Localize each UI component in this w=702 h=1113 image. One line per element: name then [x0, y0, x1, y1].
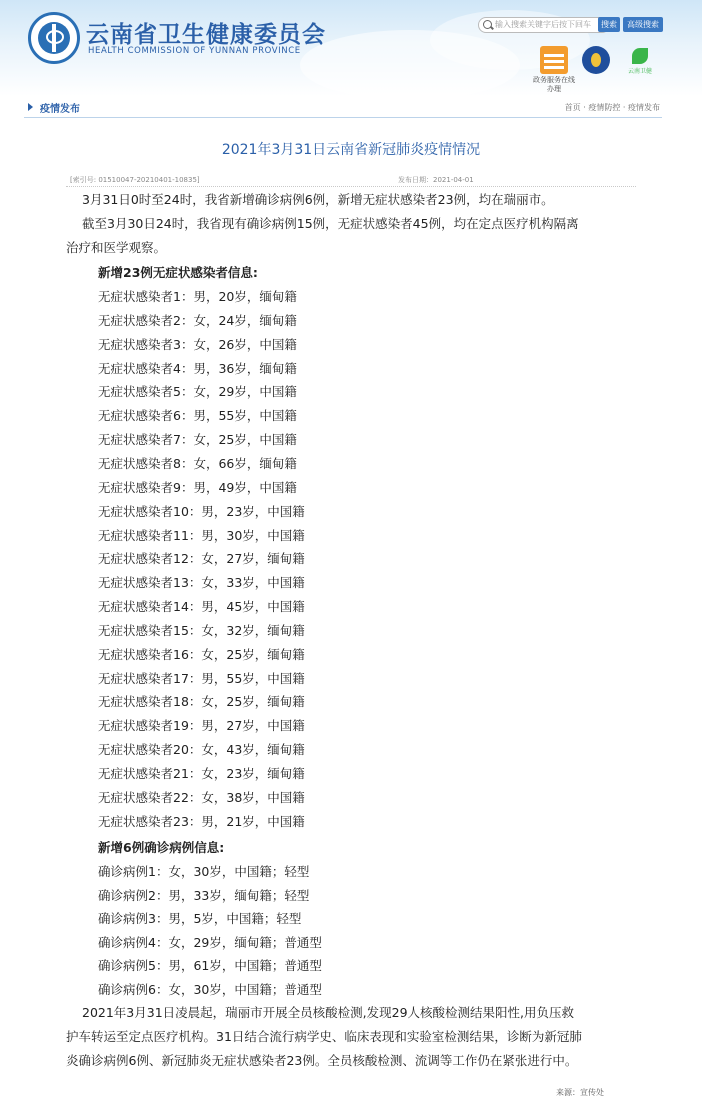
list-item: 无症状感染者16：女，25岁，缅甸籍 [98, 646, 305, 662]
breadcrumb[interactable]: 首页 · 疫情防控 · 疫情发布 [564, 103, 660, 112]
search-icon [483, 20, 492, 29]
list-item: 无症状感染者10：男，23岁，中国籍 [98, 503, 305, 519]
section-nav [24, 99, 662, 118]
list-item: 无症状感染者9：男，49岁，中国籍 [98, 479, 297, 495]
paragraph: 治疗和医学观察。 [66, 240, 167, 255]
health-commission-emblem-icon[interactable] [28, 12, 80, 64]
app-icon-dot [591, 53, 601, 67]
gov-service-app-icon[interactable] [540, 46, 568, 74]
site-subtitle: HEALTH COMMISSION OF YUNNAN PROVINCE [88, 46, 301, 56]
list-item: 无症状感染者22：女，38岁，中国籍 [98, 789, 305, 805]
list-item: 无症状感染者18：女，25岁，缅甸籍 [98, 694, 305, 710]
paragraph: 3月31日0时至24时，我省新增确诊病例6例，新增无症状感染者23例，均在瑞丽市。 [82, 192, 554, 207]
list-item: 确诊病例2：男，33岁，缅甸籍；轻型 [98, 887, 310, 903]
section-title[interactable]: 疫情发布 [40, 104, 80, 115]
list-item: 无症状感染者19：男，27岁，中国籍 [98, 718, 305, 734]
list-item: 无症状感染者23：男，21岁，中国籍 [98, 813, 305, 829]
list-item: 无症状感染者15：女，32岁，缅甸籍 [98, 622, 305, 638]
site-title[interactable]: 云南省卫生健康委员会 [86, 22, 326, 48]
list-item: 无症状感染者20：女，43岁，缅甸籍 [98, 742, 305, 758]
list-item: 无症状感染者5：女，29岁，中国籍 [98, 384, 297, 400]
list-item: 确诊病例3：男，5岁，中国籍；轻型 [98, 911, 302, 927]
index-number: [索引号: 01510047-20210401-10835] [70, 176, 200, 184]
meta-divider [66, 186, 636, 187]
emblem-snake [46, 30, 64, 44]
list-item: 确诊病例1：女，30岁，中国籍；轻型 [98, 864, 310, 879]
paragraph: 炎确诊病例6例、新冠肺炎无症状感染者23例。全员核酸检测、流调等工作仍在紧张进行中。 [66, 1053, 578, 1068]
app3-label: 云南卫健 [627, 68, 652, 75]
list-item: 无症状感染者1：男，20岁，缅甸籍 [98, 289, 297, 304]
paragraph: 截至3月30日24时，我省现有确诊病例15例，无症状感染者45例，均在定点医疗机构隔离 [82, 216, 579, 231]
gov-service-label[interactable]: 政务服务在线办理 [533, 76, 575, 93]
list-item: 无症状感染者3：女，26岁，中国籍 [98, 336, 297, 352]
list-item: 无症状感染者4：男，36岁，缅甸籍 [98, 360, 297, 376]
list-item: 无症状感染者17：男，55岁，中国籍 [98, 670, 305, 686]
paragraph: 2021年3月31日凌晨起，瑞丽市开展全员核酸检测,发现29人核酸检测结果阳性,用负压救 [82, 1005, 575, 1020]
list-item: 确诊病例6：女，30岁，中国籍；普通型 [98, 982, 322, 997]
leaf-icon [632, 48, 648, 64]
list-item: 无症状感染者21：女，23岁，缅甸籍 [98, 766, 305, 781]
section-heading: 新增6例确诊病例信息: [98, 840, 225, 855]
article-source: 来源：宣传处 [556, 1088, 604, 1097]
section-heading: 新增23例无症状感染者信息: [98, 265, 258, 280]
list-item: 无症状感染者2：女，24岁，缅甸籍 [98, 312, 297, 328]
app-icon-stripe [544, 66, 564, 69]
advanced-search-button[interactable]: 高级搜索 [623, 17, 663, 32]
list-item: 无症状感染者7：女，25岁，中国籍 [98, 432, 297, 448]
list-item: 无症状感染者8：女，66岁，缅甸籍 [98, 455, 297, 471]
article-title: 2021年3月31日云南省新冠肺炎疫情情况 [221, 142, 481, 158]
list-item: 确诊病例4：女，29岁，缅甸籍；普通型 [98, 934, 322, 950]
search-button[interactable]: 搜索 [598, 17, 620, 32]
publish-date: 发布日期：2021-04-01 [398, 176, 474, 184]
list-item: 无症状感染者14：男，45岁，中国籍 [98, 599, 305, 615]
arrow-right-icon [28, 103, 33, 111]
list-item: 无症状感染者11：男，30岁，中国籍 [98, 527, 305, 543]
paragraph: 护车转运至定点医疗机构。31日结合流行病学史、临床表现和实验室检测结果，诊断为新冠肺 [66, 1029, 582, 1044]
search-input[interactable]: 输入搜索关键字后按下回车 [478, 17, 610, 33]
list-item: 无症状感染者12：女，27岁，缅甸籍 [98, 551, 305, 567]
list-item: 无症状感染者6：男，55岁，中国籍 [98, 408, 297, 424]
app-icon-stripe [544, 54, 564, 57]
app-icon-stripe [544, 60, 564, 63]
list-item: 无症状感染者13：女，33岁，中国籍 [98, 575, 305, 591]
yunnan-health-app-icon[interactable] [626, 46, 654, 74]
site-header [0, 0, 702, 96]
list-item: 确诊病例5：男，61岁，中国籍；普通型 [98, 958, 322, 974]
globe-app-icon[interactable] [582, 46, 610, 74]
